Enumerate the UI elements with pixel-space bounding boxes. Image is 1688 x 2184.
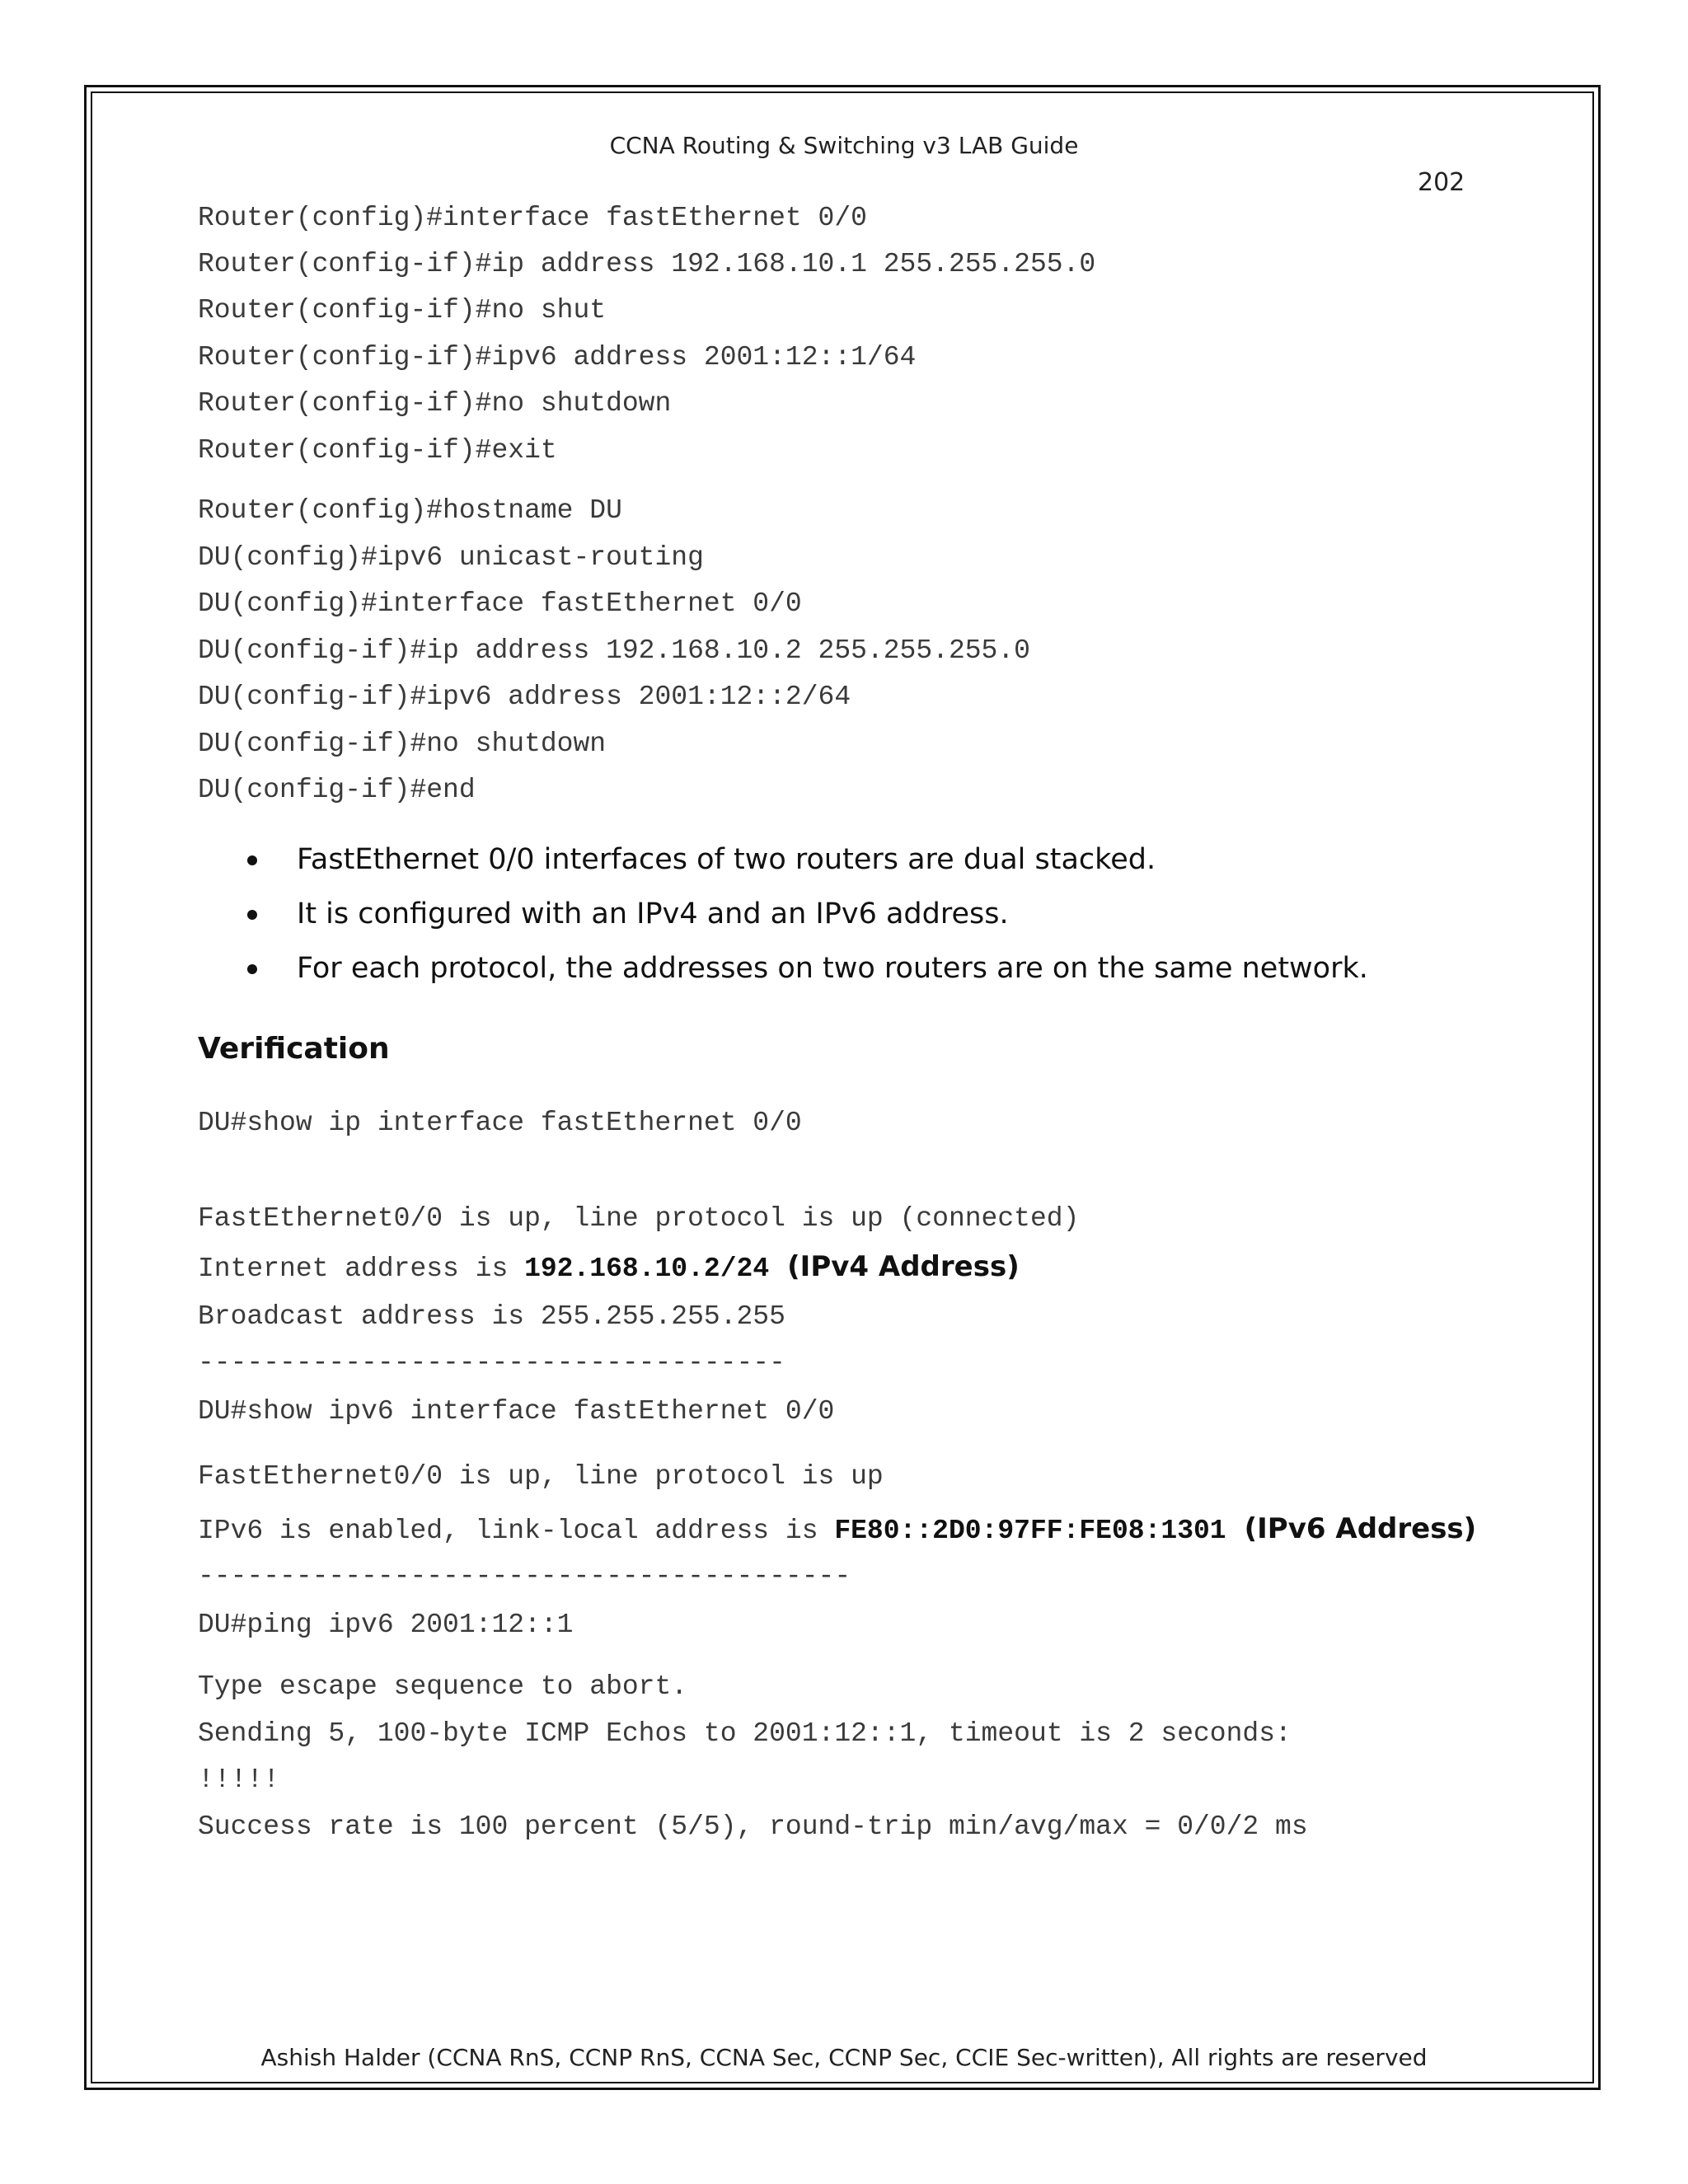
code-line: Router(config-if)#no shutdown bbox=[198, 388, 672, 419]
code-line: Router(config-if)#ipv6 address 2001:12::1/64 bbox=[198, 342, 917, 373]
output-line: Sending 5, 100-byte ICMP Echos to 2001:12::1, timeout is 2 seconds: bbox=[198, 1718, 1292, 1749]
separator-line: ---------------------------------------- bbox=[198, 1561, 851, 1591]
code-line: Router(config-if)#ip address 192.168.10.1 255.255.255.0 bbox=[198, 249, 1096, 279]
section-heading: Verification bbox=[198, 1032, 390, 1066]
output-line: FastEthernet0/0 is up, line protocol is up (connected) bbox=[198, 1203, 1080, 1234]
code-line: DU(config)#ipv6 unicast-routing bbox=[198, 542, 704, 573]
output-line: Broadcast address is 255.255.255.255 bbox=[198, 1301, 785, 1332]
separator-line: ------------------------------------ bbox=[198, 1347, 785, 1378]
output-line: Type escape sequence to abort. bbox=[198, 1671, 688, 1702]
code-line: DU(config-if)#end bbox=[198, 775, 476, 805]
ipv6-annotation: (IPv6 Address) bbox=[1244, 1512, 1477, 1545]
code-line: DU(config-if)#no shutdown bbox=[198, 729, 607, 759]
code-line: Router(config-if)#exit bbox=[198, 435, 557, 466]
page-number: 202 bbox=[1418, 168, 1465, 197]
code-line: DU(config)#interface fastEthernet 0/0 bbox=[198, 588, 802, 619]
list-item: For each protocol, the addresses on two routers are on the same network. bbox=[247, 941, 1368, 996]
bullet-icon bbox=[247, 855, 257, 865]
code-line: Router(config)#interface fastEthernet 0/0 bbox=[198, 203, 867, 233]
code-line: Router(config-if)#no shut bbox=[198, 295, 607, 326]
bullet-icon bbox=[247, 910, 257, 920]
code-line: DU(config-if)#ipv6 address 2001:12::2/64 bbox=[198, 682, 851, 712]
running-header: CCNA Routing & Switching v3 LAB Guide bbox=[609, 132, 1079, 159]
command-show-ip: DU#show ip interface fastEthernet 0/0 bbox=[198, 1108, 802, 1138]
list-item: It is configured with an IPv4 and an IPv6 address. bbox=[247, 887, 1368, 941]
bullet-list bbox=[247, 832, 1368, 996]
internet-address-line: Internet address is 192.168.10.2/24 (IPv4 Address) bbox=[198, 1250, 1020, 1284]
code-line: DU(config-if)#ip address 192.168.10.2 255.255.255.0 bbox=[198, 635, 1030, 666]
output-line: !!!!! bbox=[198, 1765, 280, 1795]
output-line: Success rate is 100 percent (5/5), round-trip min/avg/max = 0/0/2 ms bbox=[198, 1811, 1308, 1842]
ipv6-address-line: IPv6 is enabled, link-local address is FE80::2D0:97FF:FE08:1301 (IPv6 Address) bbox=[198, 1512, 1477, 1546]
command-ping: DU#ping ipv6 2001:12::1 bbox=[198, 1610, 574, 1640]
list-item: FastEthernet 0/0 interfaces of two routers are dual stacked. bbox=[247, 832, 1368, 887]
bullet-icon bbox=[247, 964, 257, 974]
output-line: FastEthernet0/0 is up, line protocol is up bbox=[198, 1461, 884, 1492]
ipv4-address-value: 192.168.10.2/24 bbox=[524, 1254, 770, 1284]
running-footer: Ashish Halder (CCNA RnS, CCNP RnS, CCNA Sec, CCNP Sec, CCIE Sec-written), All rights are reserved bbox=[260, 2044, 1428, 2071]
ipv4-annotation: (IPv4 Address) bbox=[787, 1250, 1020, 1283]
ipv6-address-value: FE80::2D0:97FF:FE08:1301 bbox=[834, 1516, 1226, 1546]
command-show-ipv6: DU#show ipv6 interface fastEthernet 0/0 bbox=[198, 1396, 835, 1427]
code-line: Router(config)#hostname DU bbox=[198, 495, 622, 526]
